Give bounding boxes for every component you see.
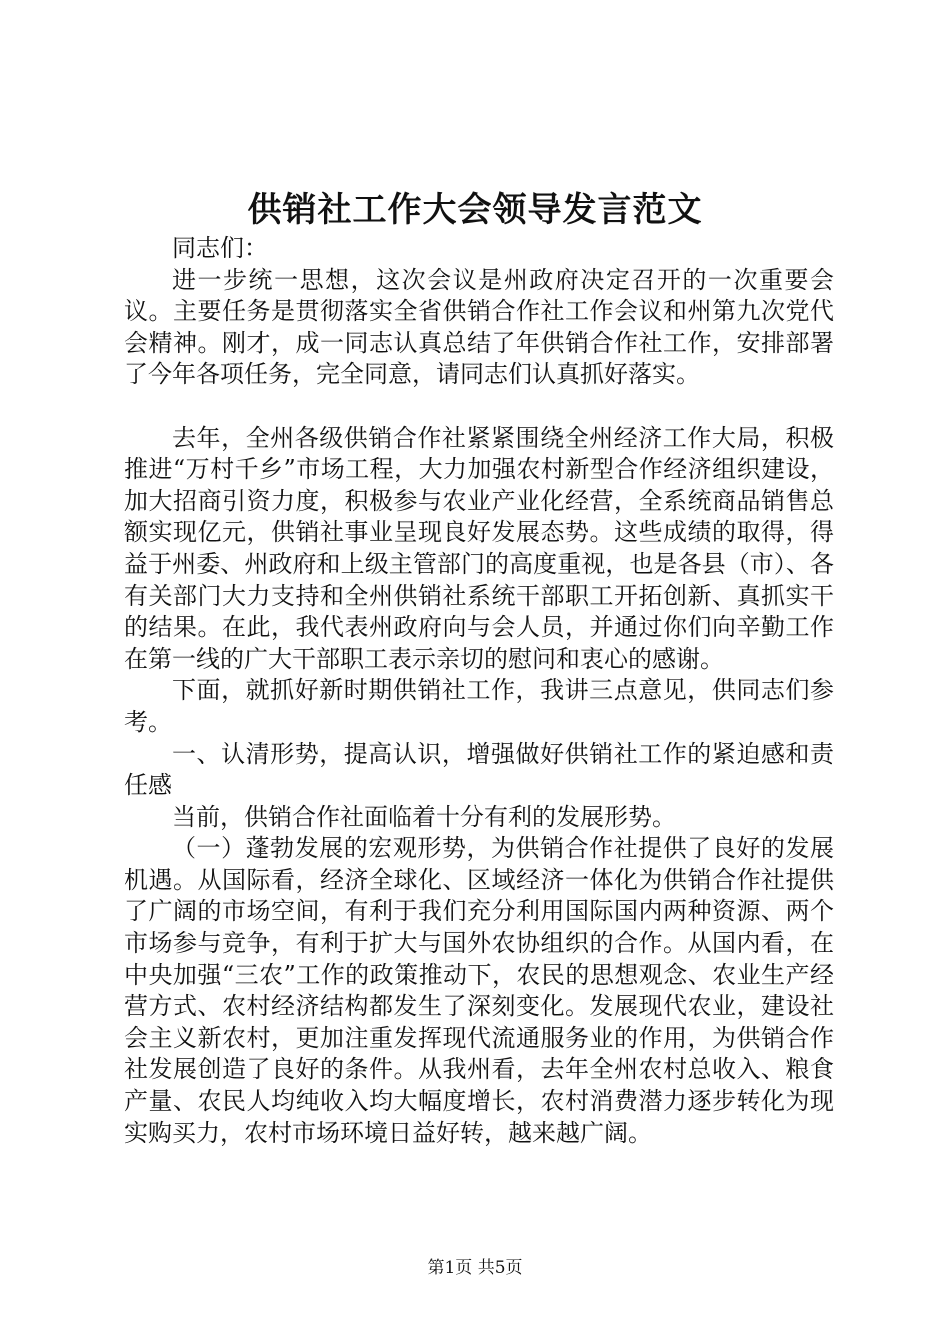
document-body	[124, 233, 834, 1149]
body-paragraph: （一）蓬勃发展的宏观形势，为供销合作社提供了良好的发展机遇。从国际看，经济全球化、区域经济一体化为供销合作社提供了广阔的市场空间，有利于我们充分利用国际国内两种资源、两个市场参与竞争，有利于扩大与国外农协组织的合作。从国内看，在中央加强“三农”工作的政策推动下，农民的思想观念、农业生产经营方式、农村经济结构都发生了深刻变化。发展现代农业，建设社会主义新农村，更加注重发挥现代流通服务业的作用，为供销合作社发展创造了良好的条件。从我州看，去年全州农村总收入、粮食产量、农民人均纯收入均大幅度增长，农村消费潜力逐步转化为现实购买力，农村市场环境日益好转，越来越广阔。	[124, 834, 834, 1147]
section-heading: 一、认清形势，提高认识，增强做好供销社工作的紧迫感和责任感	[124, 739, 834, 800]
document-title: 供销社工作大会领导发言范文	[247, 190, 703, 230]
salutation-paragraph: 同志们：	[172, 234, 268, 262]
body-paragraph: 下面，就抓好新时期供销社工作，我讲三点意见，供同志们参考。	[124, 676, 834, 736]
page-footer: 第1页 共5页	[427, 1258, 523, 1278]
body-paragraph: 进一步统一思想，这次会议是州政府决定召开的一次重要会议。主要任务是贯彻落实全省供销合作社工作会议和州第九次党代会精神。刚才，成一同志认真总结了年供销合作社工作，安排部署了今年各项任务，完全同意，请同志们认真抓好落实。	[124, 265, 834, 389]
body-paragraph: 去年，全州各级供销合作社紧紧围绕全州经济工作大局，积极推进“万村千乡”市场工程，大力加强农村新型合作经济组织建设，加大招商引资力度，积极参与农业产业化经营，全系统商品销售总额实现亿元，供销社事业呈现良好发展态势。这些成绩的取得，得益于州委、州政府和上级主管部门的高度重视，也是各县（市）、各有关部门大力支持和全州供销社系统干部职工开拓创新、真抓实干的结果。在此，我代表州政府向与会人员，并通过你们向辛勤工作在第一线的广大干部职工表示亲切的慰问和衷心的感谢。	[124, 423, 834, 673]
body-paragraph: 当前，供销合作社面临着十分有利的发展形势。	[172, 802, 676, 831]
